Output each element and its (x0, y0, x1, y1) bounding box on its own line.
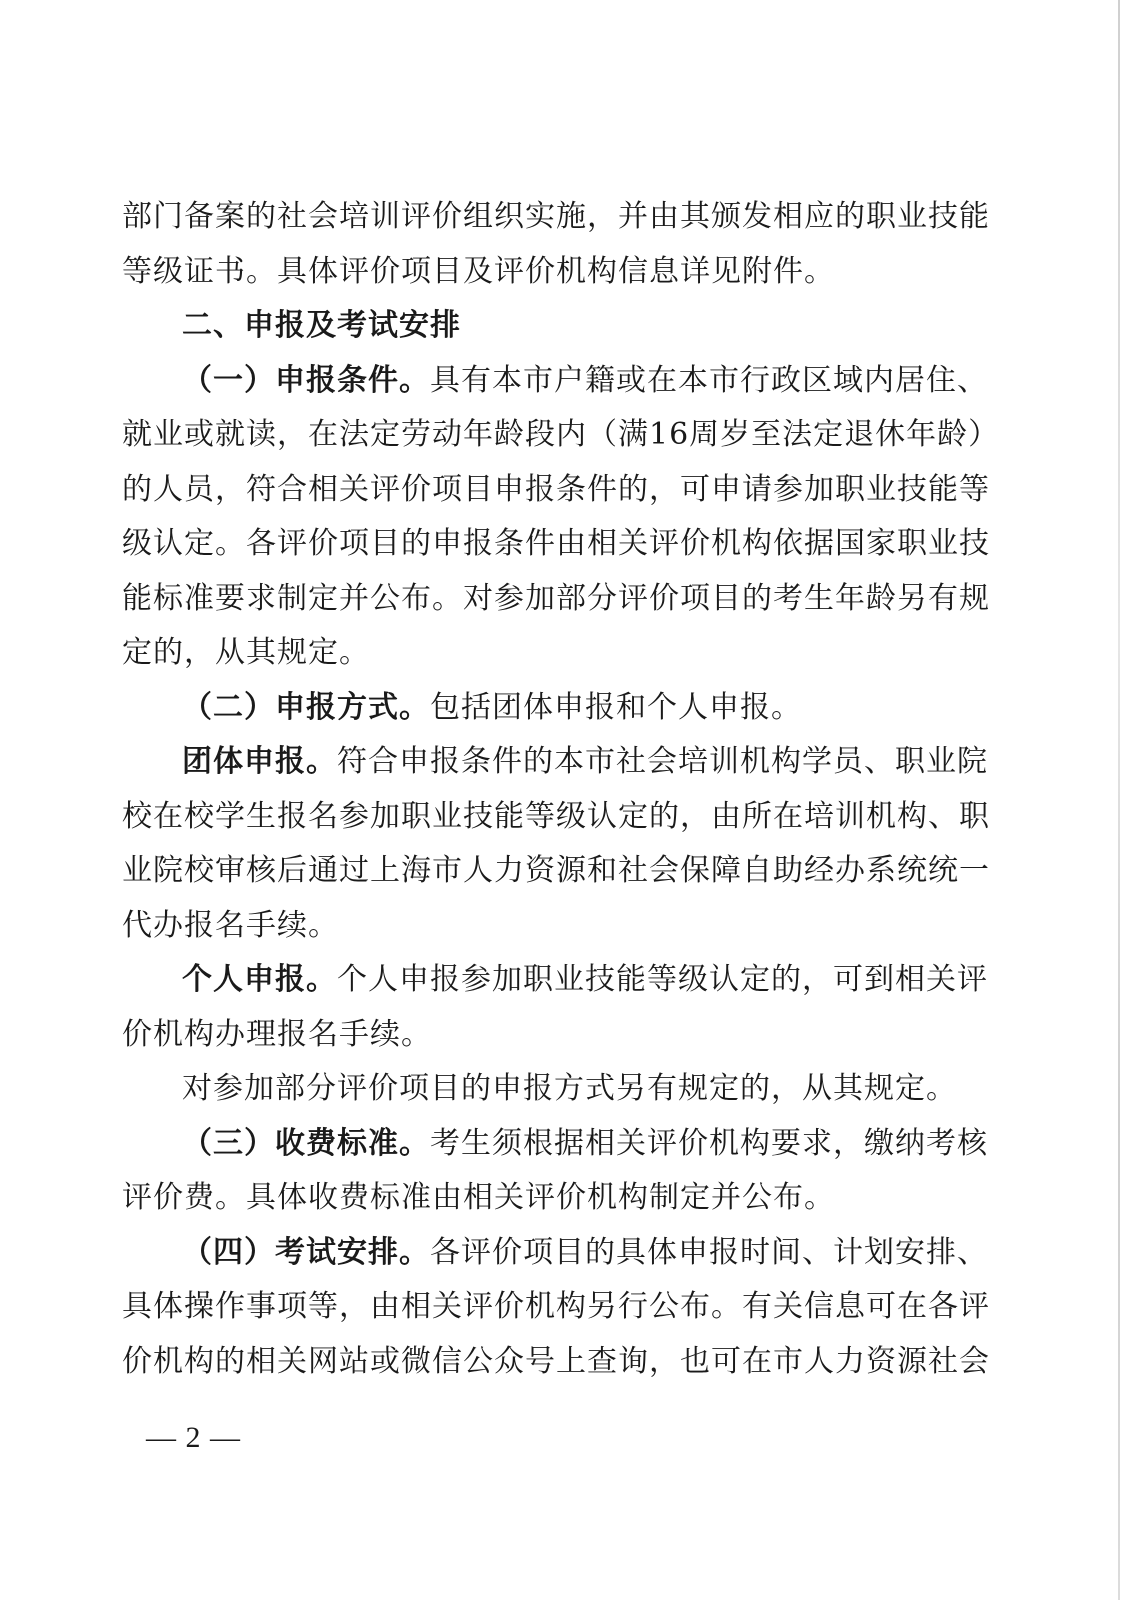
paragraph-line: 代办报名手续。 (122, 907, 339, 943)
paragraph-line: 对参加部分评价项目的申报方式另有规定的，从其规定。 (182, 1071, 957, 1106)
subsection-line (122, 354, 988, 409)
paragraph-line: 定的，从其规定。 (122, 635, 370, 670)
paragraph-line: 部门备案的社会培训评价组织实施，并由其颁发相应的职业技能 (122, 199, 990, 234)
paragraph-line: 业院校审核后通过上海市人力资源和社会保障自助经办系统统一 (122, 853, 990, 888)
subsection-text: 具有本市户籍或在本市行政区域内居住、 (430, 362, 988, 398)
scan-edge-line (1118, 0, 1120, 1600)
document-body (122, 190, 1000, 1389)
subsection-title: （三）收费标准。 (182, 1125, 430, 1161)
subsection-title: （二）申报方式。 (182, 689, 430, 725)
page-number: — 2 — (146, 1421, 241, 1454)
subsection-line (122, 1117, 988, 1172)
subsection-text: 各评价项目的具体申报时间、计划安排、 (430, 1234, 988, 1270)
subsection-title: （四）考试安排。 (182, 1234, 430, 1270)
paragraph-line: 等级证书。具体评价项目及评价机构信息详见附件。 (122, 253, 835, 289)
inline-title: 团体申报。 (182, 744, 337, 779)
paragraph-line: 校在校学生报名参加职业技能等级认定的，由所在培训机构、职 (122, 798, 990, 834)
inline-text: 符合申报条件的本市社会培训机构学员、职业院 (337, 744, 988, 779)
subsection-title: （一）申报条件。 (182, 362, 430, 398)
inline-text: 个人申报参加职业技能等级认定的，可到相关评 (337, 962, 988, 997)
paragraph-line: 价机构办理报名手续。 (122, 1016, 432, 1052)
paragraph-line: 就业或就读，在法定劳动年龄段内（满16周岁至法定退休年龄） (122, 417, 1000, 452)
subsection-line (122, 1226, 988, 1281)
paragraph-line (122, 735, 988, 790)
subsection-line (122, 681, 962, 736)
paragraph-line: 价机构的相关网站或微信公众号上查询，也可在市人力资源社会 (122, 1343, 990, 1379)
paragraph-line: 能标准要求制定并公布。对参加部分评价项目的考生年龄另有规 (122, 580, 990, 616)
inline-title: 个人申报。 (182, 962, 337, 997)
paragraph-line: 级认定。各评价项目的申报条件由相关评价机构依据国家职业技 (122, 526, 990, 561)
subsection-text: 包括团体申报和个人申报。 (430, 689, 802, 725)
paragraph-line (122, 953, 988, 1008)
section-heading: 二、申报及考试安排 (182, 308, 461, 343)
paragraph-line: 评价费。具体收费标准由相关评价机构制定并公布。 (122, 1180, 835, 1215)
paragraph-line: 具体操作事项等，由相关评价机构另行公布。有关信息可在各评 (122, 1289, 990, 1324)
paragraph-line: 的人员，符合相关评价项目申报条件的，可申请参加职业技能等 (122, 471, 990, 507)
subsection-text: 考生须根据相关评价机构要求，缴纳考核 (430, 1125, 988, 1161)
